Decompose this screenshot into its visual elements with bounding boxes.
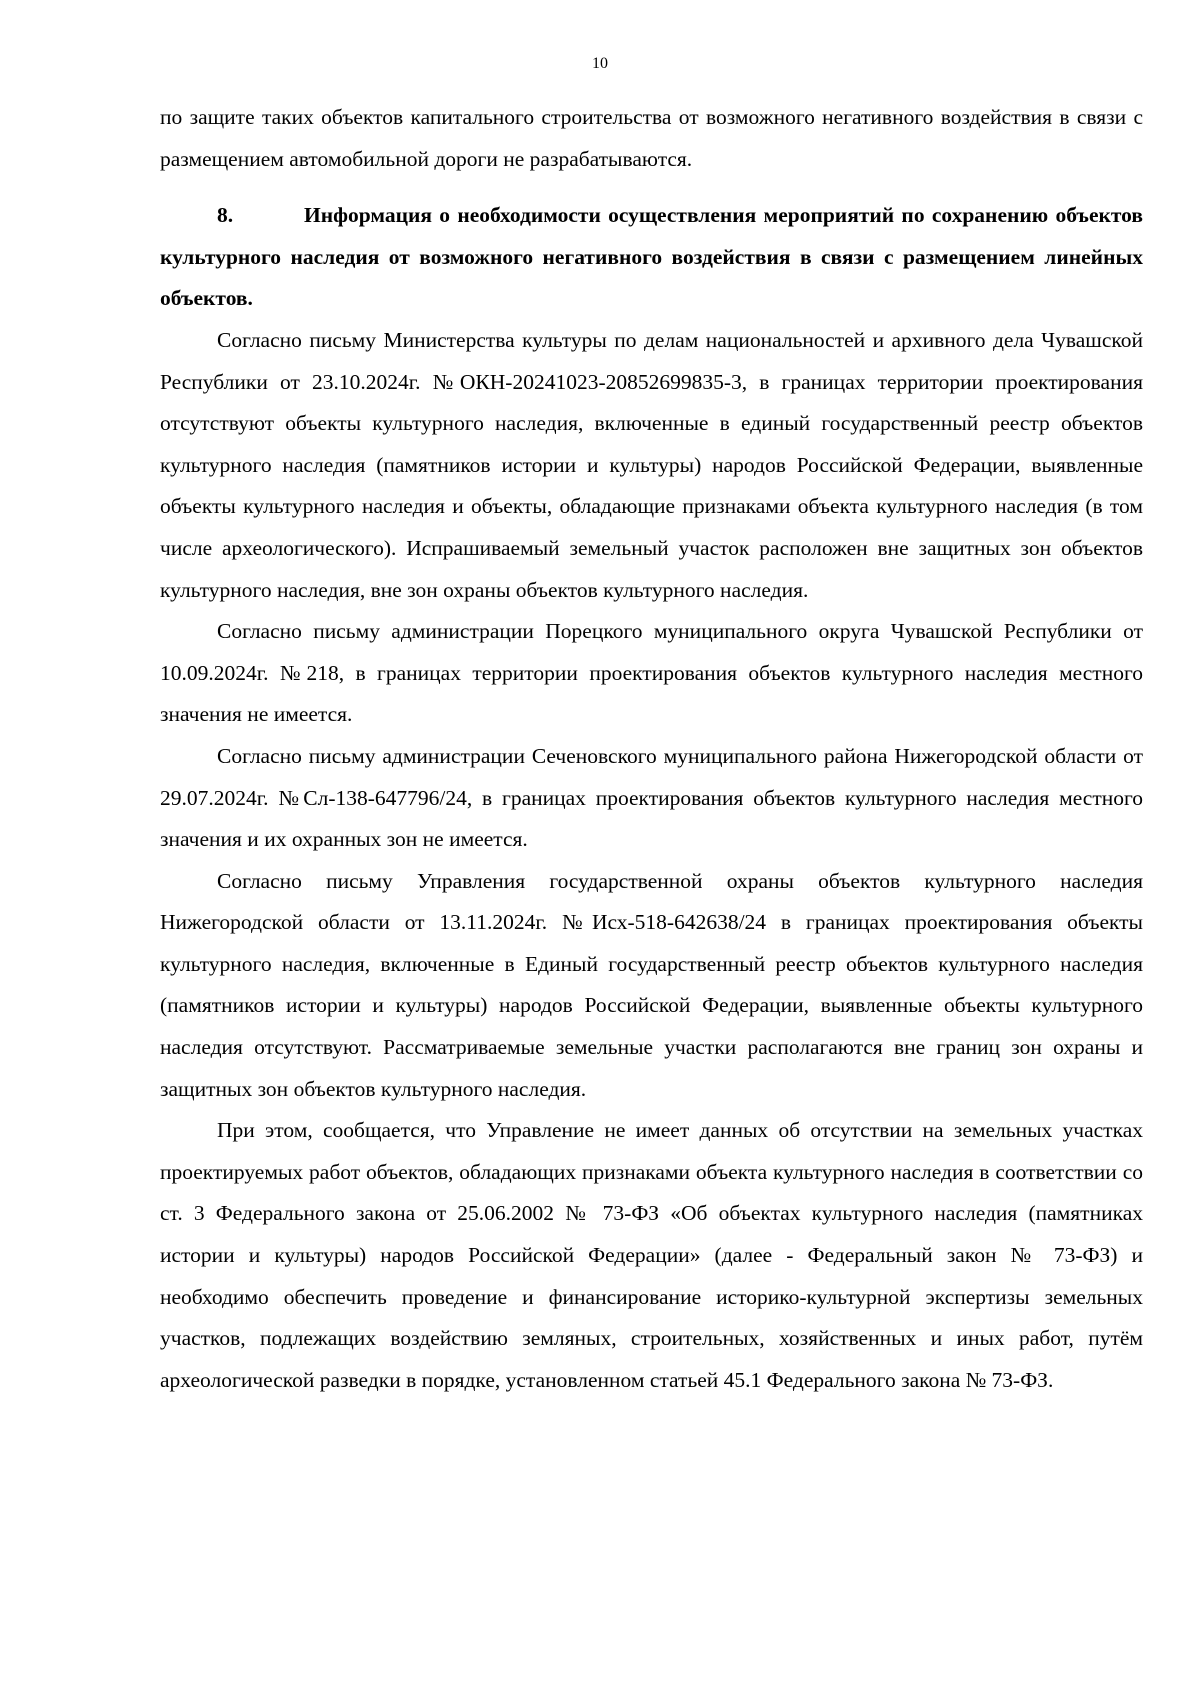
paragraph-poretsky-letter: Согласно письму администрации Порецкого муниципального округа Чувашской Республики от 10.09.2024г. №218, в границах территории проектирования объектов культурного наследия местного значения не имеется. [160, 619, 1143, 727]
paragraph-sechenovsky-letter: Согласно письму администрации Сеченовского муниципального района Нижегородской области от 29.07.2024г. №Сл-138-647796/24, в границах проектирования объектов культурного наследия местного значения и их охранных зон не имеется. [160, 743, 1143, 852]
paragraph-federal-law-note: При этом, сообщается, что Управление не имеет данных об отсутствии на земельных участках проектируемых работ объектов, обладающих признаками объекта культурного наследия в соответствии со ст. 3 Федерального закона от 25.06.2002 № 73-ФЗ «Об объектах культурного наследия (памятниках истории и культуры) народов Российской Федерации» (далее - Федеральный закон № 73-ФЗ) и необходимо обеспечить проведение и финансирование историко-культурной экспертизы земельных участков, подлежащих воздействию земляных, строительных, хозяйственных и иных работ, путём археологической разведки в порядке, установленном статьей 45.1 Федерального закона № 73-ФЗ. [160, 1118, 1143, 1392]
paragraph-chuvash-ministry-letter: Согласно письму Министерства культуры по делам национальностей и архивного дела Чувашской Республики от 23.10.2024г. №ОКН-20241023-20852699835-3, в границах территории проектирования отсутствуют объекты культурного наследия, включенные в единый государственный реестр объектов культурного наследия (памятников истории и культуры) народов Российской Федерации, выявленные объекты культурного наследия и объекты, обладающие признаками объекта культурного наследия (в том числе археологического). Испрашиваемый земельный участок расположен вне защитных зон объектов культурного наследия, вне зон охраны объектов культурного наследия. [160, 327, 1143, 602]
document-body [160, 97, 1143, 1401]
paragraph-nizhny-novgorod-letter: Согласно письму Управления государственной охраны объектов культурного наследия Нижегородской области от 13.11.2024г. №Исх-518-642638/24 в границах проектирования объекты культурного наследия, включенные в Единый государственный реестр объектов культурного наследия (памятников истории и культуры) народов Российской Федерации, выявленные объекты культурного наследия отсутствуют. Рассматриваемые земельные участки располагаются вне границ зон охраны и защитных зон объектов культурного наследия. [160, 868, 1143, 1101]
section-heading [160, 195, 1143, 320]
page-number: 10 [592, 55, 608, 72]
section-number: 8. [217, 203, 234, 228]
paragraph-continuation: по защите таких объектов капитального строительства от возможного негативного воздействия в связи с размещением автомобильной дороги не разрабатываются. [160, 105, 1143, 171]
section-title: Информация о необходимости осуществления мероприятий по сохранению объектов культурного наследия от возможного негативного воздействия в связи с размещением линейных объектов. [160, 203, 1143, 311]
